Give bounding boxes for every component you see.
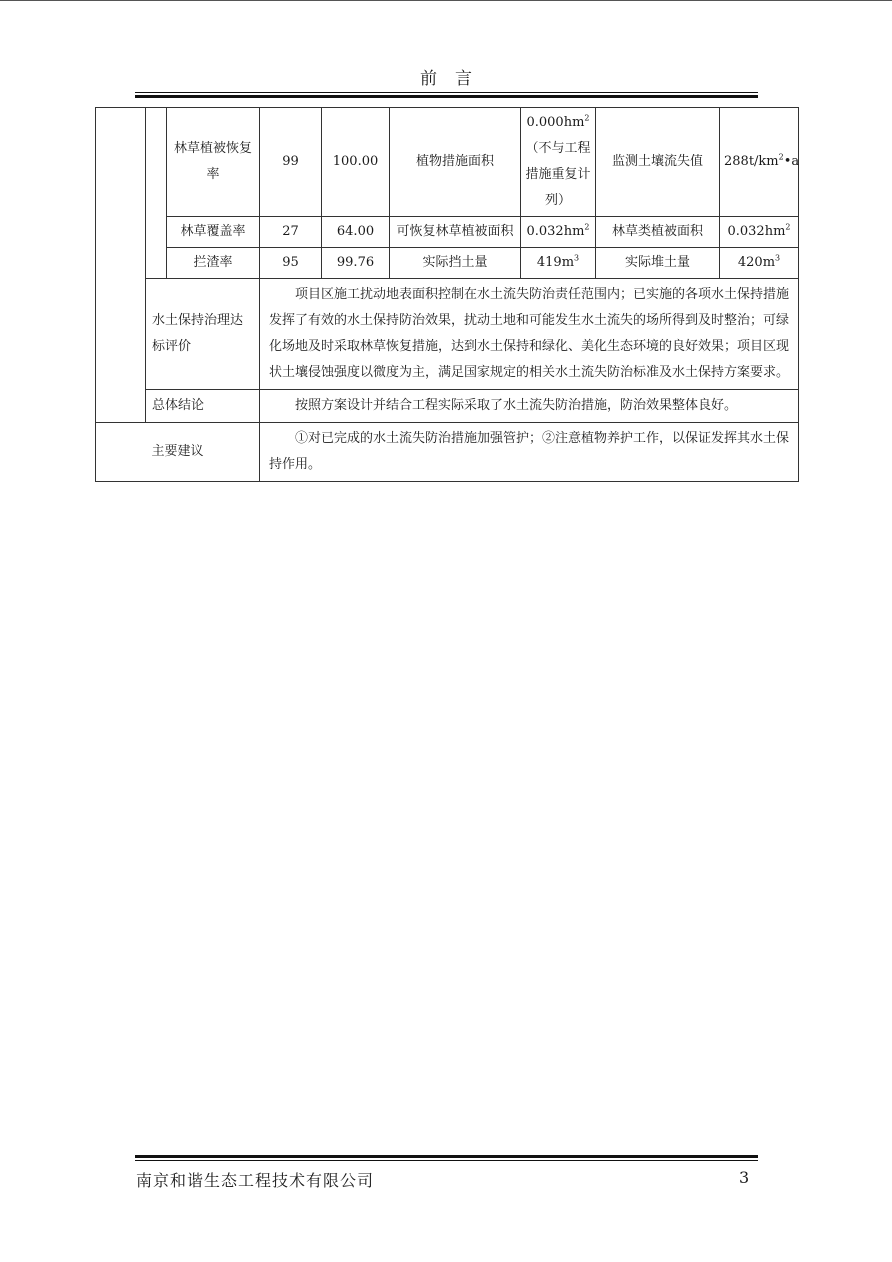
item-cell: 植物措施面积: [390, 108, 521, 217]
table-row: [96, 423, 799, 482]
value-number: 419m: [536, 255, 575, 270]
item-cell: 监测土壤流失值: [596, 108, 720, 217]
conclusion-text-cell: 按照方案设计并结合工程实际采取了水土流失防治措施，防治效果整体良好。: [260, 390, 799, 423]
value-superscript: 3: [775, 253, 781, 263]
value-cell: [521, 217, 596, 248]
value-cell: [720, 248, 799, 279]
value-superscript: 2: [785, 222, 791, 232]
value-number: 420m: [737, 255, 776, 270]
evaluation-label-cell: 水土保持治理达标评价: [146, 279, 260, 390]
table-row: [96, 279, 799, 390]
actual-value-cell: 64.00: [322, 217, 390, 248]
value-cell: [521, 108, 596, 217]
page-header-title: 前言: [420, 69, 490, 89]
value-superscript: 3: [574, 253, 580, 263]
header-rule-thick: [135, 95, 758, 98]
value-unit-suffix: •a: [783, 154, 800, 169]
target-value-cell: 95: [260, 248, 322, 279]
footer-rule-thin: [135, 1160, 758, 1161]
actual-value-cell: 99.76: [322, 248, 390, 279]
indicator-cell: 拦渣率: [167, 248, 260, 279]
page-top-edge: [0, 0, 892, 1]
target-value-cell: 99: [260, 108, 322, 217]
suggestion-label-cell: 主要建议: [96, 423, 260, 482]
value-superscript: 2: [778, 152, 784, 162]
value-superscript: 2: [584, 222, 590, 232]
value-number: 288t/km: [724, 154, 779, 169]
merged-left-cell: [96, 108, 146, 423]
actual-value-cell: 100.00: [322, 108, 390, 217]
evaluation-text-cell: 项目区施工扰动地表面积控制在水土流失防治责任范围内；已实施的各项水土保持措施发挥了有效的水土保持防治效果，扰动土地和可能发生水土流失的场所得到及时整治；可绿化场地及时采取林草恢复措施，达到水土保持和绿化、美化生态环境的良好效果；项目区现状土壤侵蚀强度以微度为主，满足国家规定的相关水土流失防治标准及水土保持方案要求。: [260, 279, 799, 390]
value-superscript: 2: [584, 113, 590, 123]
header-rule-thin: [135, 92, 758, 93]
monitoring-results-table: [95, 107, 799, 482]
table-row: [96, 108, 799, 217]
table-row: [96, 390, 799, 423]
value-cell: [720, 108, 799, 217]
value-number: 0.032hm: [526, 224, 585, 239]
value-note: （不与工程措施重复计列）: [525, 141, 591, 208]
suggestion-text-cell: ①对已完成的水土流失防治措施加强管护；②注意植物养护工作，以保证发挥其水土保持作用。: [260, 423, 799, 482]
page-number: 3: [739, 1168, 750, 1187]
footer-rule-thick: [135, 1155, 758, 1158]
conclusion-label-cell: 总体结论: [146, 390, 260, 423]
table-row: [96, 248, 799, 279]
target-value-cell: 27: [260, 217, 322, 248]
item-cell: 林草类植被面积: [596, 217, 720, 248]
value-number: 0.000hm: [526, 115, 585, 130]
item-cell: 可恢复林草植被面积: [390, 217, 521, 248]
value-number: 0.032hm: [727, 224, 786, 239]
footer-company-name: 南京和谐生态工程技术有限公司: [136, 1171, 375, 1190]
merged-index-cell: [146, 108, 167, 279]
table-row: [96, 217, 799, 248]
item-cell: 实际堆土量: [596, 248, 720, 279]
value-cell: [521, 248, 596, 279]
item-cell: 实际挡土量: [390, 248, 521, 279]
indicator-cell: 林草覆盖率: [167, 217, 260, 248]
indicator-cell: 林草植被恢复率: [167, 108, 260, 217]
value-cell: [720, 217, 799, 248]
